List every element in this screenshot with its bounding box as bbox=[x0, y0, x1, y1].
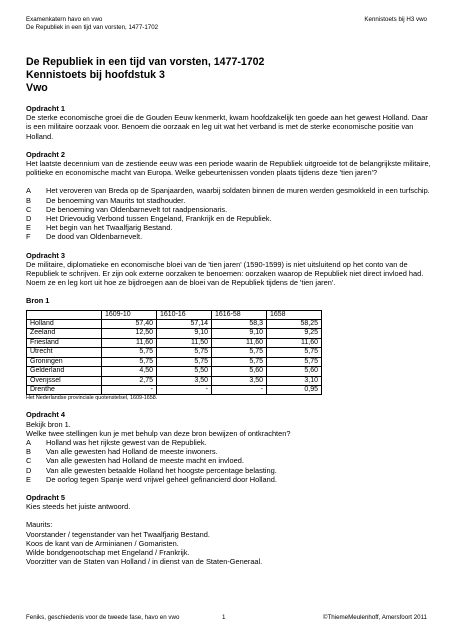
table-cell: 9,25 bbox=[267, 329, 322, 338]
table-row bbox=[27, 357, 322, 366]
table-cell: 58,3 bbox=[212, 320, 267, 329]
question-text: De sterke economische groei die de Gouden Eeuw kenmerkt, kwam hoofdzakelijk ten goede aan het gewest Holland. Daar is een militaire oorzaak voor. Benoem die oorzaak en leg uit wat het verband is met de sterke economische positie van Holland. bbox=[26, 113, 428, 141]
page-footer bbox=[26, 614, 427, 621]
table-cell: 0,95 bbox=[267, 385, 322, 394]
source-1 bbox=[26, 296, 431, 402]
table-cell: Zeeland bbox=[27, 329, 102, 338]
title-line3: Vwo bbox=[26, 82, 48, 94]
table-cell: Friesland bbox=[27, 338, 102, 347]
table-row bbox=[27, 385, 322, 394]
question-intro: Bekijk bron 1. bbox=[26, 419, 71, 429]
page-number: 1 bbox=[222, 614, 226, 621]
table-header-row bbox=[27, 310, 322, 319]
option-a: A Holland was het rijkste gewest van de Republiek. bbox=[26, 437, 207, 447]
table-cell: 11,50 bbox=[157, 338, 212, 347]
subject-label: Maurits: bbox=[26, 520, 53, 530]
table-cell: 9,10 bbox=[212, 329, 267, 338]
option-e: E Het begin van het Twaalfjarig Bestand. bbox=[26, 223, 173, 233]
header-line2: De Republiek in een tijd van vorsten, 1477-1702 bbox=[26, 24, 159, 31]
table-cell: 5,75 bbox=[267, 357, 322, 366]
option-b: B Van alle gewesten had Holland de meeste inwoners. bbox=[26, 447, 218, 457]
table-cell: 3,10 bbox=[267, 376, 322, 385]
table-cell: - bbox=[102, 385, 157, 394]
page-header bbox=[26, 16, 427, 32]
table-cell: - bbox=[157, 385, 212, 394]
table-cell: 11,60 bbox=[102, 338, 157, 347]
table-cell: 5,75 bbox=[212, 348, 267, 357]
option-b: B De benoeming van Maurits tot stadhouder. bbox=[26, 195, 186, 205]
option-e: E De oorlog tegen Spanje werd vrijwel geheel gefinancierd door Holland. bbox=[26, 474, 277, 484]
question-text: Het laatste decennium van de zestiende eeuw was een periode waarin de Republiek uitgroeide tot de belangrijkste militaire, politieke en economische macht van Europa. Welke gebeurtenissen vonden plaats tijdens deze 'tien jaren'? bbox=[26, 159, 431, 178]
table-row bbox=[27, 320, 322, 329]
table-cell: Groningen bbox=[27, 357, 102, 366]
question-heading: Opdracht 5 bbox=[26, 492, 66, 502]
table-header-cell: 1610-16 bbox=[157, 310, 212, 319]
header-line1: Examenkatern havo en vwo bbox=[26, 16, 103, 23]
table-caption: Het Nederlandse provinciale quotenstelsel, 1609-1658. bbox=[26, 395, 158, 402]
option-c: C De benoeming van Oldenbarnevelt tot raadpensionaris. bbox=[26, 204, 228, 214]
table-cell: 2,75 bbox=[102, 376, 157, 385]
option-d: D Het Drievoudig Verbond tussen Engeland, Frankrijk en de Republiek. bbox=[26, 214, 272, 224]
table-cell: Utrecht bbox=[27, 348, 102, 357]
table-cell: 5,75 bbox=[157, 348, 212, 357]
quota-table bbox=[26, 310, 322, 396]
question-4 bbox=[26, 410, 431, 484]
table-cell: 58,25 bbox=[267, 320, 322, 329]
table-cell: 5,50 bbox=[157, 367, 212, 376]
page-title bbox=[26, 56, 264, 95]
title-line1: De Republiek in een tijd van vorsten, 1477-1702 bbox=[26, 56, 265, 68]
table-cell: Drenthe bbox=[27, 385, 102, 394]
option-d: D Van alle gewesten betaalde Holland het hoogste percentage belasting. bbox=[26, 465, 277, 475]
table-cell: Holland bbox=[27, 320, 102, 329]
footer-right: ©ThiemeMeulenhoff, Amersfoort 2011 bbox=[322, 614, 427, 621]
table-cell: - bbox=[212, 385, 267, 394]
table-cell: 4,50 bbox=[102, 367, 157, 376]
table-header-cell: 1609-10 bbox=[102, 310, 157, 319]
table-row bbox=[27, 338, 322, 347]
table-cell: 9,10 bbox=[157, 329, 212, 338]
question-heading: Opdracht 1 bbox=[26, 104, 66, 113]
table-cell: 11,60 bbox=[212, 338, 267, 347]
source-heading: Bron 1 bbox=[26, 296, 50, 306]
table-cell: 11,60 bbox=[267, 338, 322, 347]
question-text: Welke twee stellingen kun je met behulp van deze bron bewijzen of ontkrachten? bbox=[26, 428, 291, 438]
table-header-cell: 1658 bbox=[267, 310, 322, 319]
option-a: A Het veroveren van Breda op de Spanjaarden, waarbij soldaten binnen de muren werden gesmokkeld in een turfschip. bbox=[26, 186, 430, 196]
choice-line: Koos de kant van de Arminianen / Gomaristen. bbox=[26, 538, 179, 548]
table-header-cell bbox=[27, 310, 102, 319]
table-cell: 57,40 bbox=[102, 320, 157, 329]
option-c: C Van alle gewesten had Holland de meeste macht en invloed. bbox=[26, 456, 244, 466]
question-3 bbox=[26, 251, 431, 288]
table-row bbox=[27, 376, 322, 385]
table-cell: 5,75 bbox=[157, 357, 212, 366]
table-cell: 3,50 bbox=[212, 376, 267, 385]
table-cell: 5,75 bbox=[102, 357, 157, 366]
table-cell: Gelderland bbox=[27, 367, 102, 376]
table-cell: 5,75 bbox=[212, 357, 267, 366]
header-right: Kennistoets bij H3 vwo bbox=[364, 16, 427, 23]
title-line2: Kennistoets bij hoofdstuk 3 bbox=[26, 69, 165, 81]
table-cell: 5,60 bbox=[212, 367, 267, 376]
question-2 bbox=[26, 150, 431, 242]
table-cell: 3,50 bbox=[157, 376, 212, 385]
choice-line: Wilde bondgenootschap met Engeland / Frankrijk. bbox=[26, 547, 190, 557]
question-heading: Opdracht 4 bbox=[26, 410, 66, 420]
table-cell: 57,14 bbox=[157, 320, 212, 329]
choice-line: Voorstander / tegenstander van het Twaalfjarig Bestand. bbox=[26, 529, 210, 539]
content bbox=[26, 104, 431, 575]
table-header-cell: 1616-58 bbox=[212, 310, 267, 319]
option-f: F De dood van Oldenbarnevelt. bbox=[26, 232, 143, 242]
question-heading: Opdracht 2 bbox=[26, 149, 66, 159]
footer-left: Feniks, geschiedenis voor de tweede fase, havo en vwo bbox=[26, 614, 180, 621]
table-row bbox=[27, 348, 322, 357]
question-5 bbox=[26, 493, 431, 566]
question-text: Kies steeds het juiste antwoord. bbox=[26, 502, 131, 512]
question-heading: Opdracht 3 bbox=[26, 250, 66, 260]
question-text: De militaire, diplomatieke en economische bloei van de 'tien jaren' (1590-1599) is niet uitsluitend op het conto van de Republiek te schrijven. Er zijn ook externe oorzaken te benoemen: oorzaken waarop de Republiek niet direct invloed had. Noem ze en leg kort uit hoe ze bijdroegen aan de bloei van de Republiek tijdens de 'tien jaren'. bbox=[26, 259, 424, 288]
table-cell: 5,60 bbox=[267, 367, 322, 376]
table-row bbox=[27, 329, 322, 338]
table-cell: 12,50 bbox=[102, 329, 157, 338]
table-row bbox=[27, 367, 322, 376]
question-1 bbox=[26, 104, 431, 141]
table-cell: Overijssel bbox=[27, 376, 102, 385]
table-cell: 5,75 bbox=[267, 348, 322, 357]
choice-line: Voorzitter van de Staten van Holland / in dienst van de Staten-Generaal. bbox=[26, 557, 263, 567]
table-cell: 5,75 bbox=[102, 348, 157, 357]
